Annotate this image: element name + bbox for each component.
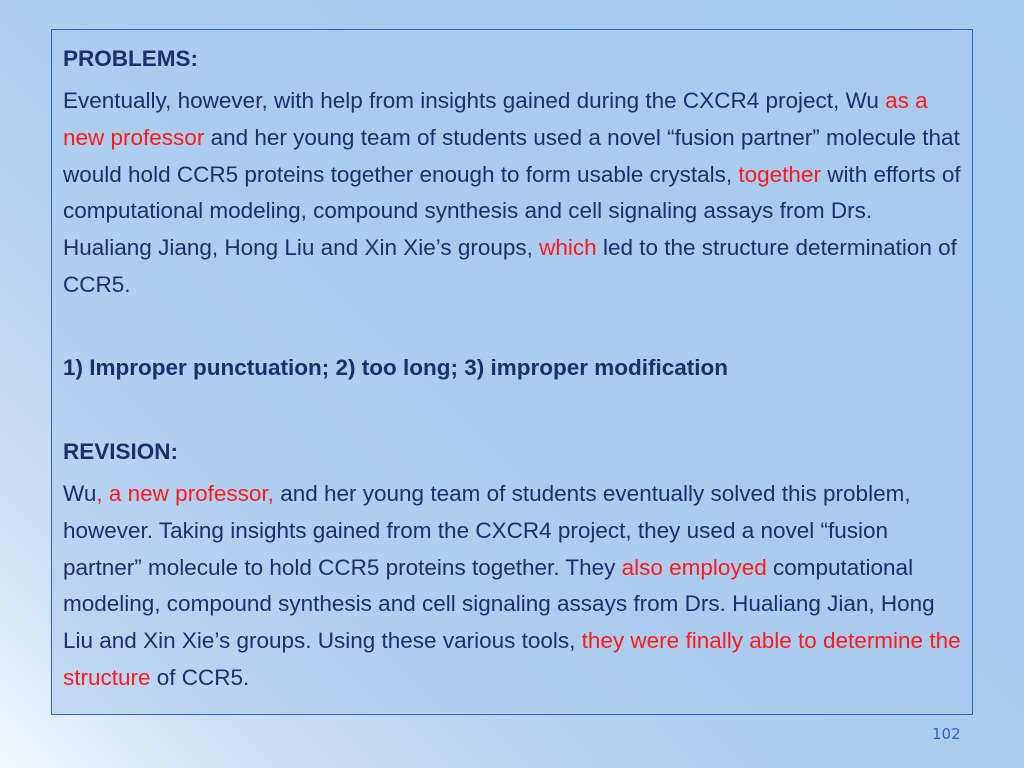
page-number: 102 — [932, 725, 961, 743]
slide-content-box — [51, 29, 973, 715]
revision-paragraph — [63, 476, 963, 697]
problems-heading: PROBLEMS: — [63, 46, 198, 71]
issues-list: 1) Improper punctuation; 2) too long; 3) improper modification — [63, 355, 728, 380]
highlighted-phrase: as a new professor — [63, 88, 928, 150]
highlighted-phrase: they were finally able to determine the structure — [63, 628, 961, 690]
highlighted-phrase: also employed — [621, 554, 767, 580]
highlighted-phrase: which — [539, 235, 597, 261]
text-segment: Wu — [63, 481, 97, 506]
highlighted-phrase: , a new professor, — [96, 481, 274, 506]
text-segment: led to the structure determination of CCR5. — [63, 235, 957, 297]
text-segment: and her young team of students used a novel “fusion partner” molecule that would hold CCR5 proteins together enough to form usable crystals, — [63, 124, 960, 187]
text-segment: Eventually, however, with help from insights gained during the CXCR4 project, Wu — [63, 88, 886, 113]
revision-heading: REVISION: — [63, 439, 179, 464]
highlighted-phrase: together — [738, 161, 821, 187]
text-segment: computational modeling, compound synthesis and cell signaling assays from Drs. Hualiang Jian, Hong Liu and Xin Xie’s groups. Using these various tools, — [63, 554, 935, 654]
text-segment: of CCR5. — [150, 664, 250, 690]
problems-paragraph — [63, 83, 963, 304]
text-segment: and her young team of students eventually solved this problem, however. Taking insights gained from the CXCR4 project, they used a novel “fusion partner” molecule to hold CCR5 proteins together. They — [63, 481, 911, 580]
text-segment: with efforts of computational modeling, compound synthesis and cell signaling assays from Drs. Hualiang Jiang, Hong Liu and Xin Xie’s groups, — [63, 161, 961, 261]
